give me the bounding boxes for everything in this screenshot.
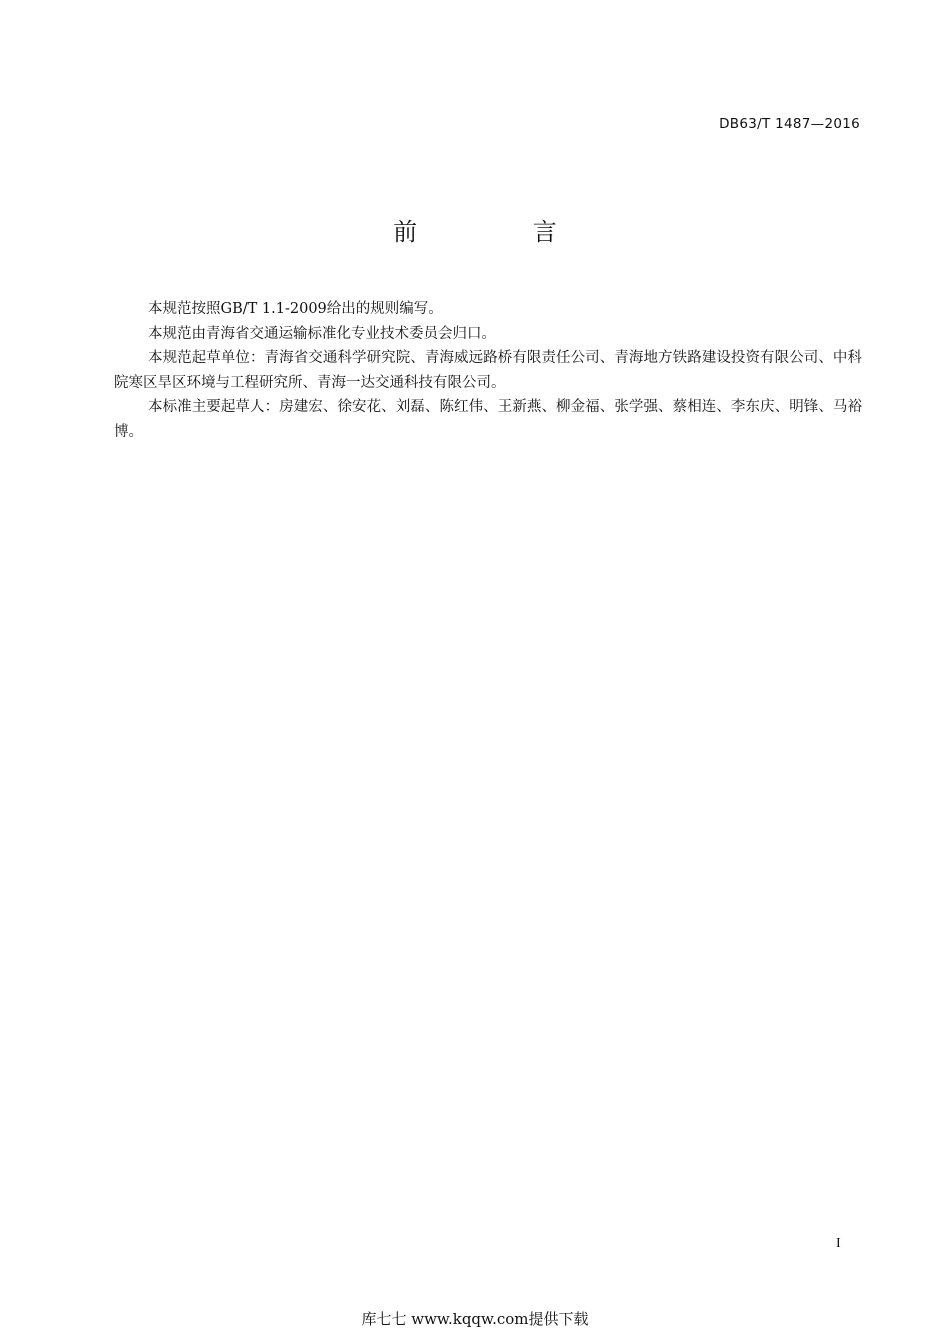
download-footer: 库七七 www.kqqw.com提供下载 (361, 1310, 589, 1328)
document-code: DB63/T 1487—2016 (719, 116, 860, 132)
page-title: 前 言 (393, 218, 611, 246)
paragraph-drafting-rules: 本规范按照GB/T 1.1-2009给出的规则编写。 (148, 301, 443, 317)
page-number: I (836, 1236, 841, 1251)
paragraph-drafters: 本标准主要起草人：房建宏、徐安花、刘磊、陈红伟、王新燕、柳金福、张学强、蔡相连、李东庆、明锋、马裕博。 (114, 399, 862, 440)
paragraph-responsible-body: 本规范由青海省交通运输标准化专业技术委员会归口。 (148, 325, 496, 342)
foreword-body (114, 297, 862, 444)
paragraph-drafting-units: 本规范起草单位：青海省交通科学研究院、青海威远路桥有限责任公司、青海地方铁路建设投资有限公司、中科院寒区旱区环境与工程研究所、青海一达交通科技有限公司。 (114, 350, 862, 391)
